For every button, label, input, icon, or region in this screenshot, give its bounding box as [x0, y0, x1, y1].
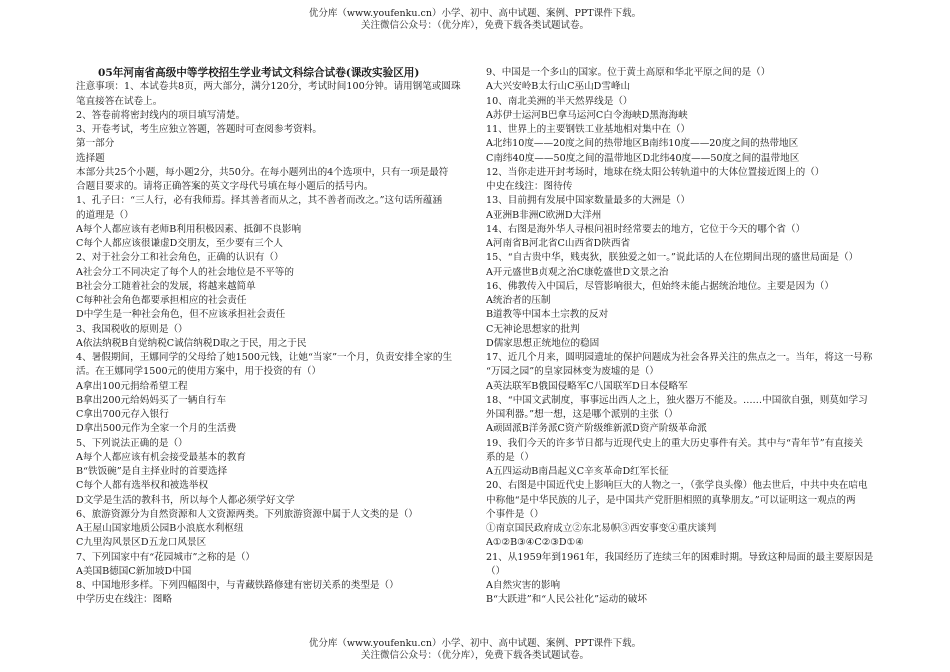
- text-line: 20、右图是中国近代史上影响巨大的人物之一，（张学良头像）他去世后，中共中央在唁电: [486, 480, 868, 492]
- text-line: “万园之园”的皇家园林变为废墟的是（）: [486, 366, 659, 378]
- text-line: 中史在线注：图待传: [486, 181, 573, 192]
- text-line: 个事件是（）: [486, 508, 544, 520]
- text-line: A河南省B河北省C山西省D陕西省: [486, 238, 631, 249]
- text-line: ①南京国民政府成立②东北易帜③西安事变④重庆谈判: [486, 523, 717, 534]
- text-line: 19、我们今天的许多节日都与近现代史上的重大历史事件有关。其中与“青年节”有直接关: [486, 437, 863, 449]
- text-line: 3、我国税收的原则是（）: [76, 323, 188, 335]
- text-line: 2、对于社会分工和社会角色，正确的认识有（）: [76, 252, 284, 264]
- footer-line-1: 优分库（www.youfenku.cn）小学、初中、高中试题、案例、PPT课件下载。: [308, 638, 642, 649]
- text-line: A①②B③④C②③D①④: [486, 537, 584, 549]
- text-line: A大兴安岭B太行山C巫山D雪峰山: [486, 81, 631, 93]
- right-column: [486, 66, 916, 608]
- text-line: （）: [486, 565, 506, 577]
- text-line: A自然灾害的影响: [486, 580, 561, 591]
- text-line: A拿出100元捐给希望工程: [76, 380, 188, 392]
- text-line: 3、开卷考试，考生应独立答题，答题时可查阅参考资料。: [76, 124, 322, 135]
- header-line-2: 关注微信公众号：（优分库），免费下载各类试题试卷。: [360, 20, 589, 31]
- text-line: 外国利器。”想一想，这是哪个派别的主张（）: [486, 409, 678, 420]
- text-line: B社会分工随着社会的发展，将越来越简单: [76, 280, 256, 292]
- text-line: B拿出200元给妈妈买了一辆自行车: [76, 394, 227, 406]
- text-line: 1、孔子曰：“三人行，必有我师焉。择其善者而从之，其不善者而改之。”这句话所蕴涵: [76, 195, 443, 207]
- text-line: C拿出700元存入银行: [76, 409, 169, 420]
- text-line: 18、“中国文武制度，事事远出西人之上，独火器万不能及。……中国欲自强，则莫如学习: [486, 394, 868, 406]
- text-line: 注意事项：1、本试卷共8页，两大部分，满分120分，考试时间100分钟。请用钢笔或圆珠: [76, 81, 461, 93]
- text-line: 选择题: [76, 152, 105, 164]
- text-line: B“铁饭碗”是自主择业时的首要选择: [76, 466, 228, 477]
- text-line: A每个人都应该有机会接受最基本的教育: [76, 451, 247, 463]
- text-line: 5、下列说法正确的是（）: [76, 437, 188, 449]
- text-line: 系的是（）: [486, 451, 534, 463]
- text-line: 17、近几个月来，圆明园遗址的保护问题成为社会各界关注的焦点之一。当年，将这一号称: [486, 352, 873, 363]
- text-line: 第一部分: [76, 138, 115, 150]
- text-line: A英法联军B俄国侵略军C八国联军D日本侵略军: [486, 380, 688, 392]
- text-line: A社会分工不同决定了每个人的社会地位是不平等的: [76, 266, 294, 278]
- text-line: A开元盛世B贞观之治C康乾盛世D文景之治: [486, 266, 669, 278]
- text-line: A苏伊士运河B巴拿马运河C白令海峡D黑海海峡: [486, 109, 688, 121]
- footer-line-2: 关注微信公众号：（优分库），免费下载各类试题试卷。: [360, 650, 589, 661]
- text-line: 8、中国地形多样。下列四幅图中，与青藏铁路修建有密切关系的类型是（）: [76, 580, 399, 591]
- text-line: A每个人都应该有老师B利用积极因素、抵御不良影响: [76, 223, 302, 235]
- text-line: 14、右图是海外华人寻根问祖时经常要去的地方，它位于今天的哪个省（）: [486, 223, 806, 235]
- text-line: A亚洲B非洲C欧洲D大洋州: [486, 209, 602, 221]
- text-line: A依法纳税B自觉纳税C诚信纳税D取之于民，用之于民: [76, 337, 307, 349]
- header-line-1: 优分库（www.youfenku.cn）小学、初中、高中试题、案例、PPT课件下载。: [308, 8, 642, 19]
- text-line: 6、旅游资源分为自然资源和人文资源两类。下列旅游资源中属于人文类的是（）: [76, 508, 418, 520]
- left-column: [76, 66, 506, 608]
- text-line: A顽固派B洋务派C资产阶级维新派D资产阶级革命派: [486, 423, 707, 435]
- text-line: 本部分共25个小题，每小题2分，共50分。在每小题列出的4个选项中，只有一项是最符: [76, 166, 449, 178]
- text-line: C每个人都有选举权和被选举权: [76, 480, 209, 492]
- text-line: 2、答卷前将密封线内的项目填写清楚。: [76, 109, 246, 121]
- text-line: 合题目要求的。请将正确答案的英文字母代号填在每小题后的括号内。: [76, 181, 374, 192]
- text-line: A北纬10度——20度之间的热带地区B南纬10度——20度之间的热带地区: [486, 138, 799, 150]
- page-header: [0, 8, 950, 32]
- text-line: C南纬40度——50度之间的温带地区D北纬40度——50度之间的温带地区: [486, 152, 800, 164]
- text-line: 11、世界上的主要钢铁工业基地相对集中在（）: [486, 124, 691, 135]
- text-line: 15、“自古贵中华，贱夷狄，朕独爱之如一。”说此话的人在位期间出现的盛世局面是（）: [486, 252, 859, 264]
- text-line: D中学生是一种社会角色，但不应该承担社会责任: [76, 309, 286, 321]
- text-line: 的道理是（）: [76, 209, 134, 221]
- document-title: 05年河南省高级中等学校招生学业考试文科综合试卷(课改实验区用): [98, 67, 420, 79]
- page-footer: [0, 638, 950, 662]
- text-line: 16、佛教传入中国后，尽管影响很大，但始终未能占据统治地位。主要是因为（）: [486, 280, 834, 292]
- text-line: 7、下列国家中有“花园城市”之称的是（）: [76, 551, 256, 563]
- text-line: D文学是生活的教科书，所以每个人都必须学好文学: [76, 494, 295, 506]
- text-line: A美国B德国C新加坡D中国: [76, 565, 192, 577]
- text-line: B道教等中国本土宗教的反对: [486, 309, 609, 321]
- text-line: 中称他“是中华民族的儿子，是中国共产党肝胆相照的真挚朋友。”可以证明这一观点的两: [486, 494, 856, 506]
- text-line: C九里沟风景区D五龙口风景区: [76, 537, 207, 549]
- text-line: 13、目前拥有发展中国家数量最多的大洲是（）: [486, 195, 691, 207]
- text-line: D儒家思想正统地位的稳固: [486, 337, 600, 349]
- text-line: 中学历史在线注：图略: [76, 594, 172, 606]
- text-line: 9、中国是一个多山的国家。位于黄土高原和华北平原之间的是（）: [486, 67, 771, 78]
- text-line: A统治者的压制: [486, 295, 551, 306]
- text-line: 12、当你走进开封考场时，地球在绕太阳公转轨道中的大体位置接近图上的（）: [486, 166, 825, 178]
- text-line: A王屋山国家地质公园B小浪底水利枢纽: [76, 523, 244, 534]
- text-line: 4、暑假期间，王娜同学的父母给了她1500元钱，让她“当家”一个月，负责安排全家的生: [76, 352, 453, 363]
- text-line: 21、从1959年到1961年，我国经历了连续三年的困难时期。导致这种局面的最主要原因是: [486, 551, 874, 563]
- text-line: D拿出500元作为全家一个月的生活费: [76, 423, 237, 435]
- text-line: C无神论思想家的批判: [486, 323, 580, 335]
- text-line: 10、南北美洲的半天然界线是（）: [486, 95, 633, 107]
- text-line: C每个人都应该很谦虚D交朋友，至少要有三个人: [76, 238, 283, 249]
- text-line: C每种社会角色都要承担相应的社会责任: [76, 295, 247, 306]
- text-line: B“大跃进”和“人民公社化”运动的破坏: [486, 594, 647, 606]
- text-line: 活。在王娜同学1500元的使用方案中，用于投资的有（）: [76, 366, 322, 378]
- text-line: A五四运动B南昌起义C辛亥革命D红军长征: [486, 466, 669, 477]
- text-line: 笔直接答在试卷上。: [76, 95, 163, 107]
